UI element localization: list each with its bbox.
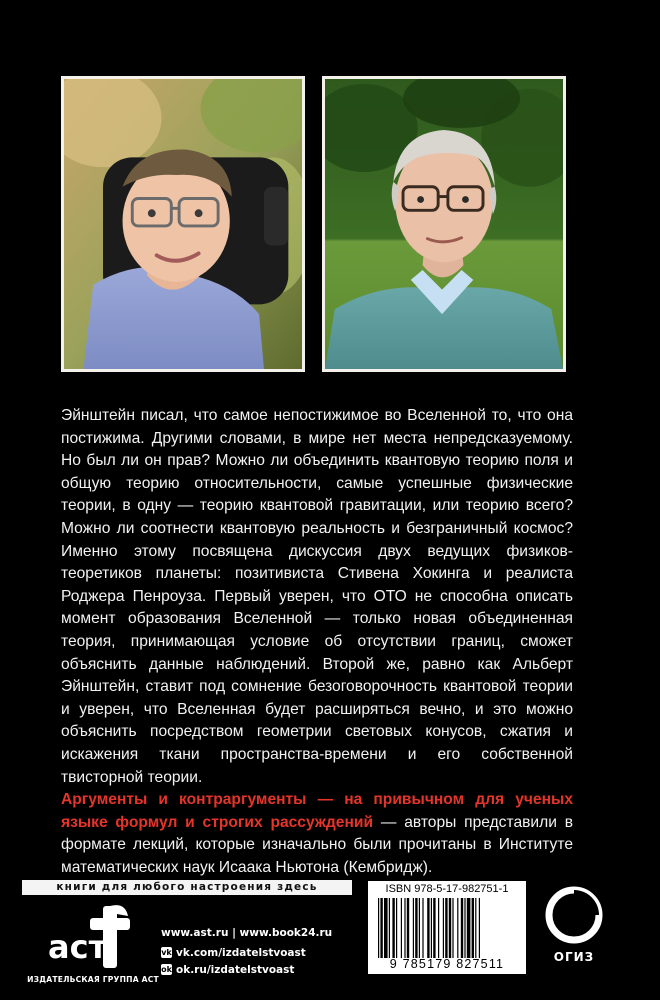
- barcode-bar: [389, 898, 390, 958]
- ast-logo-text: аст: [48, 928, 108, 966]
- blurb-tail-text: — авторы представили в формате лекций, которые изначально были прочитаны в Институте математических наук Исаака Ньютона (Кембридж).: [61, 813, 573, 876]
- websites-text[interactable]: www.ast.ru | www.book24.ru: [161, 926, 333, 939]
- ok-icon: ok: [161, 965, 172, 974]
- isbn-barcode-box: [368, 881, 526, 974]
- blurb-main-text: Эйнштейн писал, что самое непостижимое во Вселенной то, что она постижима. Другими словами, в мире нет места непредсказуемому. Но был ли он прав? Можно ли объединить квантовую теорию поля и общую теорию относительности, самые успешные физические теории, в одну — теорию квантовой гравитации, или теорию всего? Можно ли соотнести квантовую реальность и безграничный космос? Именно этому посвящена дискуссия двух ведущих физиков-теоретиков планеты: позитивиста Стивена Хокинга и реалиста Роджера Пенроуза. Первый уверен, что ОТО не способна описать момент образования Вселенной — только новая объединенная теория, принимающая условие об отсутствии границ, сможет объяснить данные наблюдений. Второй же, равно как Альберт Эйнштейн, ставит под сомнение безоговорочность квантовой теории и уверен, что Вселенная будет расширяться вечно, и это можно объяснить посредством геометрии световых конусов, сжатия и искажения ткани пространства-времени и его собственной твисторной теории.: [61, 407, 573, 786]
- publisher-caption: ИЗДАТЕЛЬСКАЯ ГРУППА АСТ: [27, 975, 159, 984]
- barcode-bar: [396, 898, 397, 958]
- barcode-bar: [443, 898, 444, 958]
- vk-icon: vk: [161, 948, 172, 957]
- back-cover-blurb: [61, 405, 573, 879]
- barcode-bar: [464, 898, 465, 958]
- ok-link-row[interactable]: [161, 961, 332, 978]
- barcode-bar: [438, 898, 439, 958]
- barcode-bar: [457, 898, 458, 958]
- barcode-bar: [449, 898, 451, 958]
- barcode-bar: [461, 898, 463, 958]
- barcode-bar: [445, 898, 447, 958]
- ogiz-imprint-logo: [544, 884, 604, 946]
- barcode-bar: [479, 898, 480, 958]
- barcode-bar: [413, 898, 414, 958]
- isbn-number: ISBN 978-5-17-982751-1: [385, 883, 509, 895]
- barcode-bars: [376, 898, 520, 958]
- barcode-digits: 9 785179 827511: [389, 957, 505, 971]
- barcode-bar: [475, 898, 476, 958]
- author-photo-left: [61, 76, 305, 372]
- ok-link[interactable]: ok.ru/izdatelstvoast: [176, 963, 295, 976]
- barcode-bar: [407, 898, 409, 958]
- barcode-bar: [380, 898, 382, 958]
- vk-link-row[interactable]: [161, 944, 332, 961]
- barcode-bar: [392, 898, 394, 958]
- portrait-illustration-left: [64, 79, 302, 369]
- barcode-bar: [467, 898, 471, 958]
- barcode-bar: [404, 898, 405, 958]
- websites-link[interactable]: [161, 924, 332, 941]
- blurb-accent-text: Аргументы и контраргументы — на привычном для ученых языке формул и строгих рассуждений: [61, 791, 573, 831]
- tagline-strip: книги для любого настроения здесь: [22, 880, 352, 895]
- imprint-name: ОГИЗ: [553, 950, 595, 964]
- barcode-bar: [422, 898, 423, 958]
- vk-link[interactable]: vk.com/izdatelstvoast: [176, 946, 306, 959]
- barcode-bar: [415, 898, 417, 958]
- publisher-links: [161, 924, 332, 978]
- portrait-illustration-right: [325, 79, 563, 369]
- barcode-bar: [472, 898, 474, 958]
- barcode-bar: [384, 898, 388, 958]
- barcode-bar: [419, 898, 420, 958]
- barcode-bar: [431, 898, 432, 958]
- barcode-bar: [401, 898, 402, 958]
- barcode-bar: [378, 898, 379, 958]
- author-photo-right: [322, 76, 566, 372]
- barcode-bar: [427, 898, 429, 958]
- barcode-bar: [433, 898, 435, 958]
- barcode-bar: [452, 898, 453, 958]
- ast-publisher-logo: [40, 902, 150, 972]
